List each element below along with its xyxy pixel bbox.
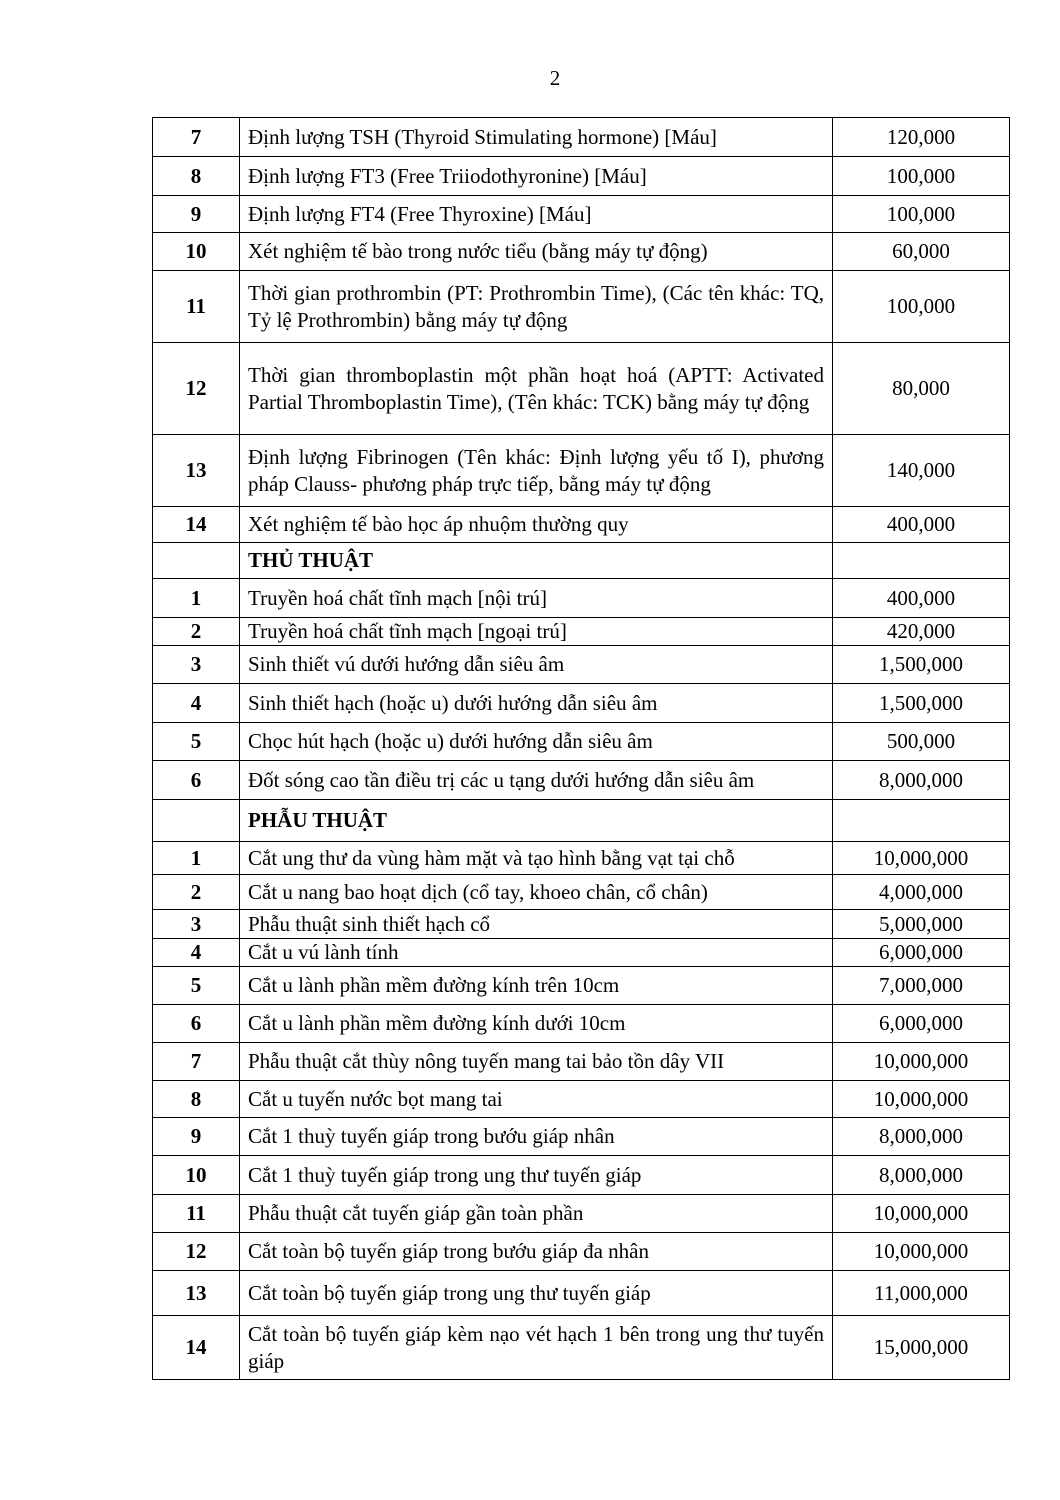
row-number: 2 — [153, 618, 240, 646]
row-number: 6 — [153, 761, 240, 800]
row-number: 7 — [153, 118, 240, 157]
service-name: Cắt u tuyến nước bọt mang tai — [240, 1081, 833, 1118]
service-name: Đốt sóng cao tần điều trị các u tạng dưới hướng dẫn siêu âm — [240, 761, 833, 800]
row-number-empty — [153, 543, 240, 579]
service-price-empty — [833, 543, 1010, 579]
service-name: Định lượng TSH (Thyroid Stimulating hormone) [Máu] — [240, 118, 833, 157]
table-row — [153, 579, 1010, 618]
service-price: 15,000,000 — [833, 1316, 1010, 1380]
table-row — [153, 343, 1010, 435]
service-price: 400,000 — [833, 507, 1010, 543]
service-price: 6,000,000 — [833, 1005, 1010, 1043]
table-row — [153, 875, 1010, 910]
service-price: 100,000 — [833, 271, 1010, 343]
page-number: 2 — [549, 66, 561, 90]
row-number: 13 — [153, 435, 240, 507]
service-price: 10,000,000 — [833, 842, 1010, 875]
table-row — [153, 157, 1010, 196]
row-number: 1 — [153, 842, 240, 875]
service-name: Xét nghiệm tế bào học áp nhuộm thường quy — [240, 507, 833, 543]
table-row — [153, 723, 1010, 761]
service-name: Phẫu thuật sinh thiết hạch cổ — [240, 910, 833, 939]
row-number: 8 — [153, 157, 240, 196]
row-number: 3 — [153, 646, 240, 684]
service-name: Cắt u vú lành tính — [240, 939, 833, 967]
table-row — [153, 1233, 1010, 1271]
row-number: 12 — [153, 343, 240, 435]
row-number: 8 — [153, 1081, 240, 1118]
table-row — [153, 196, 1010, 233]
service-price: 500,000 — [833, 723, 1010, 761]
section-heading-procedures: THỦ THUẬT — [240, 543, 833, 579]
service-name: Cắt u lành phần mềm đường kính trên 10cm — [240, 967, 833, 1005]
service-name: Cắt u nang bao hoạt dịch (cổ tay, khoeo chân, cổ chân) — [240, 875, 833, 910]
row-number: 14 — [153, 507, 240, 543]
row-number: 12 — [153, 1233, 240, 1271]
service-name: Chọc hút hạch (hoặc u) dưới hướng dẫn siêu âm — [240, 723, 833, 761]
section-row — [153, 543, 1010, 579]
service-name: Định lượng Fibrinogen (Tên khác: Định lượng yếu tố I), phương pháp Clauss- phương pháp trực tiếp, bằng máy tự động — [240, 435, 833, 507]
service-name: Cắt toàn bộ tuyến giáp kèm nạo vét hạch 1 bên trong ung thư tuyến giáp — [240, 1316, 833, 1380]
row-number: 13 — [153, 1271, 240, 1316]
table-row — [153, 684, 1010, 723]
service-price: 10,000,000 — [833, 1233, 1010, 1271]
service-name: Thời gian thromboplastin một phần hoạt hoá (APTT: Activated Partial Thromboplastin Time), (Tên khác: TCK) bằng máy tự động — [240, 343, 833, 435]
table-row — [153, 1081, 1010, 1118]
service-price: 80,000 — [833, 343, 1010, 435]
service-price: 140,000 — [833, 435, 1010, 507]
service-price: 6,000,000 — [833, 939, 1010, 967]
table-row — [153, 1195, 1010, 1233]
row-number: 4 — [153, 684, 240, 723]
table-row — [153, 1156, 1010, 1195]
table-row — [153, 435, 1010, 507]
service-name: Phẫu thuật cắt thùy nông tuyến mang tai bảo tồn dây VII — [240, 1043, 833, 1081]
row-number: 3 — [153, 910, 240, 939]
table-row — [153, 842, 1010, 875]
table-row — [153, 233, 1010, 271]
service-price: 8,000,000 — [833, 761, 1010, 800]
row-number: 7 — [153, 1043, 240, 1081]
table-row — [153, 910, 1010, 939]
row-number: 1 — [153, 579, 240, 618]
table-row — [153, 646, 1010, 684]
service-price: 7,000,000 — [833, 967, 1010, 1005]
service-name: Cắt 1 thuỳ tuyến giáp trong bướu giáp nhân — [240, 1118, 833, 1156]
service-name: Cắt 1 thuỳ tuyến giáp trong ung thư tuyến giáp — [240, 1156, 833, 1195]
row-number: 9 — [153, 196, 240, 233]
service-price: 420,000 — [833, 618, 1010, 646]
service-price: 400,000 — [833, 579, 1010, 618]
row-number: 6 — [153, 1005, 240, 1043]
service-name: Định lượng FT4 (Free Thyroxine) [Máu] — [240, 196, 833, 233]
row-number: 9 — [153, 1118, 240, 1156]
row-number: 11 — [153, 271, 240, 343]
service-price: 5,000,000 — [833, 910, 1010, 939]
section-heading-surgery: PHẪU THUẬT — [240, 800, 833, 842]
row-number: 2 — [153, 875, 240, 910]
service-price: 1,500,000 — [833, 684, 1010, 723]
service-price: 8,000,000 — [833, 1118, 1010, 1156]
row-number: 10 — [153, 233, 240, 271]
service-name: Thời gian prothrombin (PT: Prothrombin Time), (Các tên khác: TQ, Tỷ lệ Prothrombin) bằng máy tự động — [240, 271, 833, 343]
service-name: Truyền hoá chất tĩnh mạch [ngoại trú] — [240, 618, 833, 646]
table-row — [153, 1043, 1010, 1081]
service-name: Xét nghiệm tế bào trong nước tiểu (bằng máy tự động) — [240, 233, 833, 271]
service-price: 100,000 — [833, 196, 1010, 233]
table-row — [153, 1271, 1010, 1316]
section-row — [153, 800, 1010, 842]
service-price: 120,000 — [833, 118, 1010, 157]
service-price: 10,000,000 — [833, 1081, 1010, 1118]
service-price: 100,000 — [833, 157, 1010, 196]
service-price: 8,000,000 — [833, 1156, 1010, 1195]
service-name: Cắt toàn bộ tuyến giáp trong bướu giáp đa nhân — [240, 1233, 833, 1271]
table-row — [153, 761, 1010, 800]
table-row — [153, 1118, 1010, 1156]
service-name: Sinh thiết hạch (hoặc u) dưới hướng dẫn siêu âm — [240, 684, 833, 723]
service-price: 10,000,000 — [833, 1195, 1010, 1233]
row-number-empty — [153, 800, 240, 842]
row-number: 10 — [153, 1156, 240, 1195]
service-name: Phẫu thuật cắt tuyến giáp gần toàn phần — [240, 1195, 833, 1233]
service-price-empty — [833, 800, 1010, 842]
table-row — [153, 118, 1010, 157]
row-number: 4 — [153, 939, 240, 967]
row-number: 5 — [153, 723, 240, 761]
table-row — [153, 618, 1010, 646]
table-row — [153, 967, 1010, 1005]
service-price: 60,000 — [833, 233, 1010, 271]
table-row — [153, 271, 1010, 343]
row-number: 5 — [153, 967, 240, 1005]
service-price: 1,500,000 — [833, 646, 1010, 684]
service-price: 4,000,000 — [833, 875, 1010, 910]
service-name: Cắt toàn bộ tuyến giáp trong ung thư tuyến giáp — [240, 1271, 833, 1316]
service-name: Cắt ung thư da vùng hàm mặt và tạo hình bằng vạt tại chỗ — [240, 842, 833, 875]
row-number: 14 — [153, 1316, 240, 1380]
table-row — [153, 939, 1010, 967]
service-name: Định lượng FT3 (Free Triiodothyronine) [Máu] — [240, 157, 833, 196]
service-price: 11,000,000 — [833, 1271, 1010, 1316]
price-table — [152, 117, 1010, 1380]
table-row — [153, 1316, 1010, 1380]
table-row — [153, 1005, 1010, 1043]
service-name: Cắt u lành phần mềm đường kính dưới 10cm — [240, 1005, 833, 1043]
service-name: Sinh thiết vú dưới hướng dẫn siêu âm — [240, 646, 833, 684]
price-table-body — [153, 118, 1010, 1380]
table-row — [153, 507, 1010, 543]
service-price: 10,000,000 — [833, 1043, 1010, 1081]
service-name: Truyền hoá chất tĩnh mạch [nội trú] — [240, 579, 833, 618]
row-number: 11 — [153, 1195, 240, 1233]
